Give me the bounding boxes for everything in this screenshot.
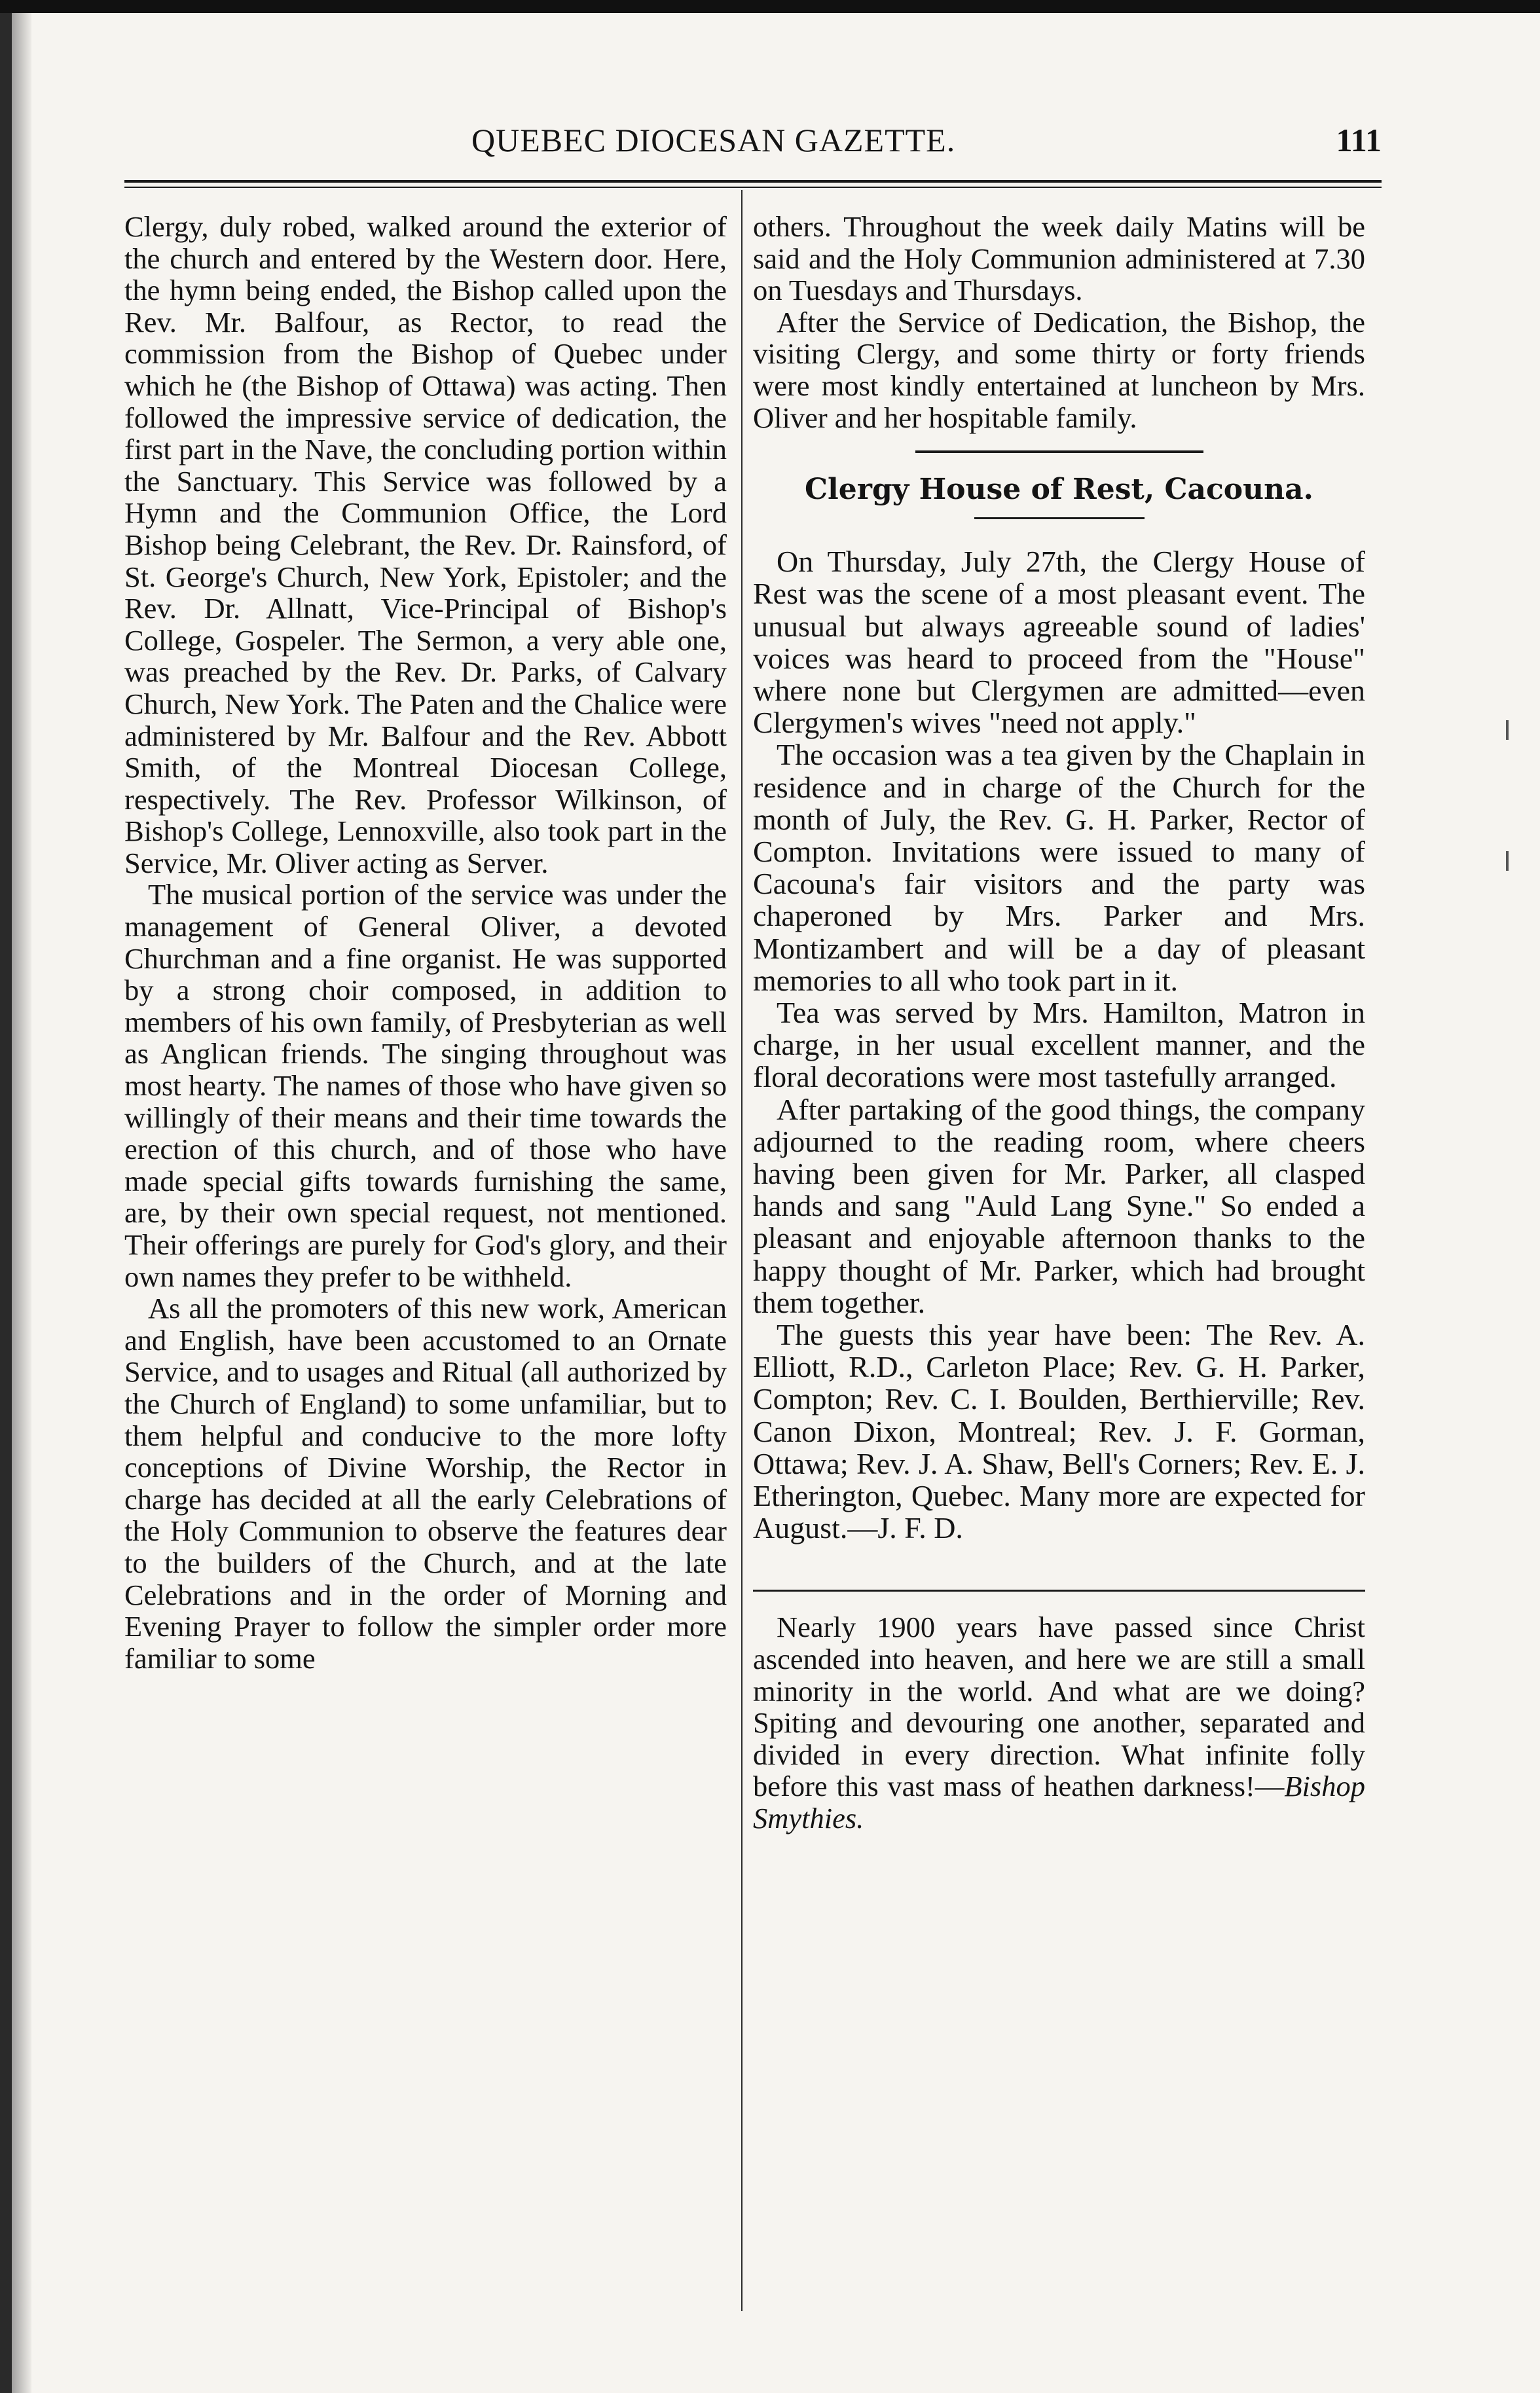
right-paragraph-1: others. Throughout the week daily Matins will be said and the Holy Communion administered at 7.30 on Tuesdays and Thursdays. <box>753 210 1365 307</box>
article-paragraph-1: On Thursday, July 27th, the Clergy House of Rest was the scene of a most pleasant event. The unusual but always agreeable sound of ladies' voices was heard to proceed from the "House" where none but Clergymen are admitted—even Clergymen's wives "need not apply." <box>753 545 1365 740</box>
right-paragraph-2: After the Service of Dedication, the Bishop, the visiting Clergy, and some thirty or forty friends were most kindly entertained at luncheon by Mrs. Oliver and her hospitable family. <box>753 305 1365 434</box>
article-paragraph-2: The occasion was a tea given by the Chaplain in residence and in charge of the Church for the month of July, the Rev. G. H. Parker, Rector of Compton. Invitations were issued to many of Cacouna's fair visitors and the party was chaperoned by Mrs. Parker and Mrs. Montizambert and will be a day of pleasant memories to all who took part in it. <box>753 738 1365 997</box>
quote-text: Nearly 1900 years have passed since Christ ascended into heaven, and here we are still a small minority in the world. And what are we doing? Spiting and devouring one another, separated and divided in every direction. What infinite folly before this vast mass of heathen darkness!— <box>753 1611 1365 1803</box>
left-paragraph-2: The musical portion of the service was under the management of General Oliver, a devoted Churchman and a fine organist. He was supported by a strong choir composed, in addition to members of his own family, of Presbyterian as well as Anglican friends. The singing throughout was most hearty. The names of those who have given so willingly of their means and their time towards the erection of this church, and of those who have made special gifts towards furnishing the same, are, by their own special request, not mentioned. Their offerings are purely for God's glory, and their own names they prefer to be withheld. <box>124 878 727 1293</box>
page-header <box>118 121 1382 174</box>
clergy-house-article <box>753 545 1365 1544</box>
quote-separator <box>753 1590 1365 1592</box>
right-column <box>753 211 1365 1835</box>
heading-underline <box>974 517 1145 519</box>
left-column <box>124 211 727 1674</box>
header-double-rule <box>124 180 1382 188</box>
left-paragraph-3: As all the promoters of this new work, American and English, have been accustomed to an Ornate Service, and to usages and Ritual (all authorized by the Church of England) to some unfamiliar, but to them helpful and conducive to the more lofty conceptions of Divine Worship, the Rector in charge has decided at all the early Celebrations of the Holy Communion to observe the features dear to the builders of the Church, and at the late Celebrations and in the order of Morning and Evening Prayer to follow the simpler order more familiar to some <box>124 1292 727 1675</box>
binding-shadow <box>12 13 31 2393</box>
page-number: 111 <box>1336 122 1382 158</box>
article-paragraph-4: After partaking of the good things, the company adjourned to the reading room, where cheers having been given for Mr. Parker, all clasped hands and sang "Auld Lang Syne." So ended a pleasant and enjoyable afternoon thanks to the happy thought of Mr. Parker, which had brought them together. <box>753 1092 1365 1319</box>
left-paragraph-1: Clergy, duly robed, walked around the exterior of the church and entered by the Western door. Here, the hymn being ended, the Bishop called upon the Rev. Mr. Balfour, as Rector, to read the commission from the Bishop of Quebec under which he (the Bishop of Ottawa) was acting. Then followed the impressive service of dedication, the first part in the Nave, the concluding portion within the Sanctuary. This Service was followed by a Hymn and the Communion Office, the Lord Bishop being Celebrant, the Rev. Dr. Rainsford, of St. George's Church, New York, Epistoler; and the Rev. Dr. Allnatt, Vice-Principal of Bishop's College, Gospeler. The Sermon, a very able one, was preached by the Rev. Dr. Parks, of Calvary Church, New York. The Paten and the Chalice were administered by Mr. Balfour and the Rev. Abbott Smith, of the Montreal Diocesan College, respectively. The Rev. Professor Wilkinson, of Bishop's College, Lennoxville, also took part in the Service, Mr. Oliver acting as Server. <box>124 210 727 879</box>
publication-title: QUEBEC DIOCESAN GAZETTE. <box>471 122 956 158</box>
column-divider <box>741 190 742 2311</box>
article-paragraph-5: The guests this year have been: The Rev. A. Elliott, R.D., Carleton Place; Rev. G. H. Parker, Compton; Rev. C. I. Boulden, Berthierville; Rev. Canon Dixon, Montreal; Rev. J. F. Gorman, Ottawa; Rev. J. A. Shaw, Bell's Corners; Rev. E. J. Etherington, Quebec. Many more are expected for August.—J. F. D. <box>753 1318 1365 1545</box>
margin-mark <box>1506 851 1509 871</box>
bishop-quote <box>753 1611 1365 1834</box>
margin-mark <box>1506 720 1509 740</box>
binding-edge <box>0 13 12 2393</box>
article-paragraph-3: Tea was served by Mrs. Hamilton, Matron in charge, in her usual excellent manner, and the floral decorations were most tastefully arranged. <box>753 996 1365 1094</box>
section-separator <box>915 450 1203 453</box>
quote-attribution: Bishop Smythies. <box>753 1770 1365 1835</box>
section-heading: Clergy House of Rest, Cacouna. <box>805 473 1313 507</box>
top-edge-band <box>0 0 1540 13</box>
